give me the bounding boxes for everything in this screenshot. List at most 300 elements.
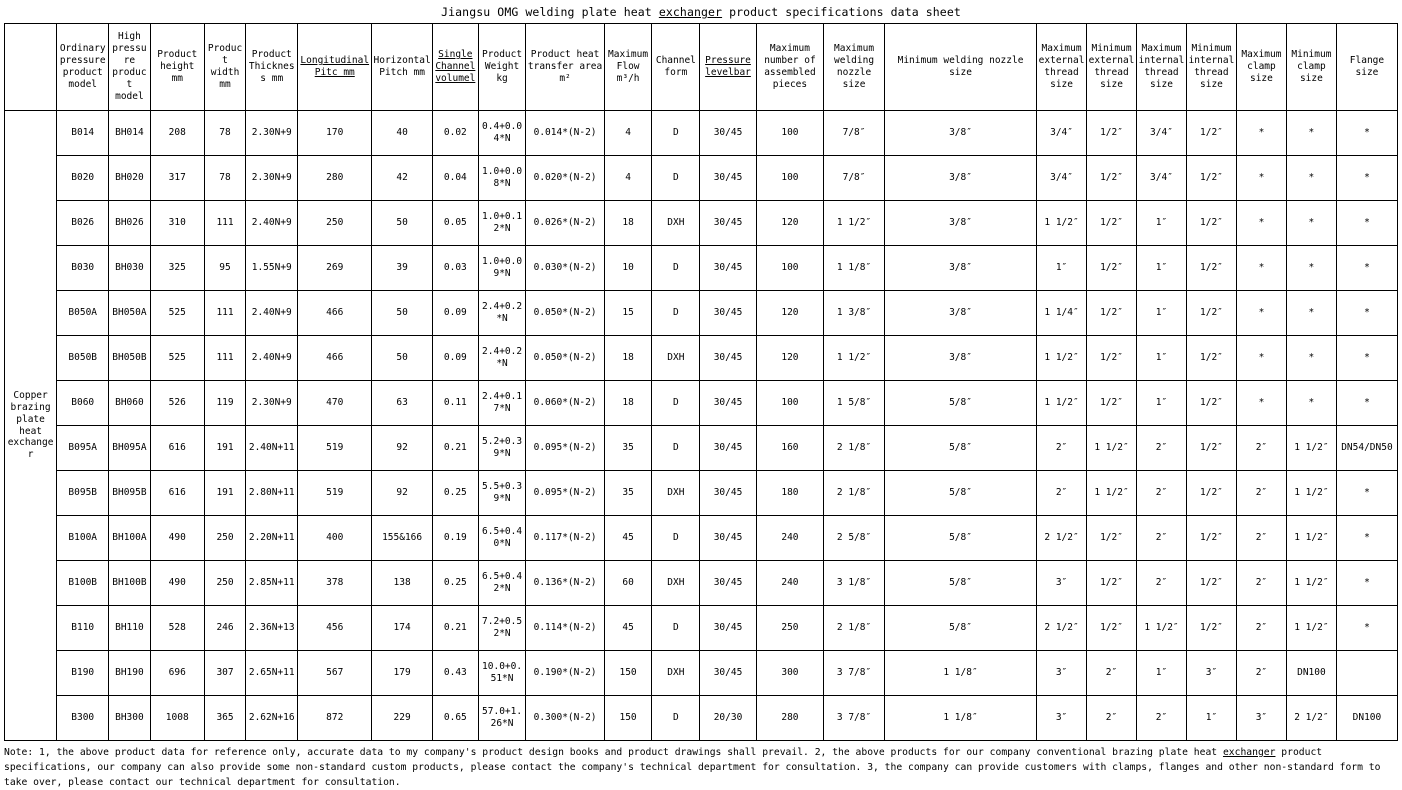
cell	[1336, 651, 1397, 696]
cell: 60	[604, 561, 652, 606]
cell: B100B	[57, 561, 109, 606]
cell: 2″	[1236, 426, 1286, 471]
cell: 1.0+0.08*N	[478, 156, 526, 201]
cell: 1/2″	[1186, 606, 1236, 651]
cell: 30/45	[700, 246, 757, 291]
cell: 2″	[1236, 516, 1286, 561]
cell: 3/8″	[884, 336, 1036, 381]
col-header-10: Maximum Flow m³/h	[604, 24, 652, 111]
cell: 179	[372, 651, 433, 696]
cell: 1 1/2″	[1286, 606, 1336, 651]
cell: 0.09	[433, 291, 479, 336]
header-row	[5, 24, 1398, 111]
cell: BH100B	[109, 561, 150, 606]
cell: 1″	[1137, 651, 1187, 696]
cell: 1008	[150, 696, 204, 741]
cell: 310	[150, 201, 204, 246]
cell: 3 7/8″	[824, 696, 885, 741]
cell: *	[1336, 516, 1397, 561]
cell: 155&166	[372, 516, 433, 561]
cell: 1″	[1186, 696, 1236, 741]
cell: 78	[204, 111, 245, 156]
cell: 10.0+0.51*N	[478, 651, 526, 696]
cell: 2″	[1236, 471, 1286, 516]
cell: 1/2″	[1087, 561, 1137, 606]
cell: B026	[57, 201, 109, 246]
table-body	[5, 111, 1398, 741]
cell: 3 1/8″	[824, 561, 885, 606]
col-header-3: Product width mm	[204, 24, 245, 111]
cell: 39	[372, 246, 433, 291]
table-row	[5, 201, 1398, 246]
cell: 1 1/8″	[884, 651, 1036, 696]
cell: B060	[57, 381, 109, 426]
cell: 3/8″	[884, 291, 1036, 336]
cell: 2″	[1037, 426, 1087, 471]
cell: 120	[756, 291, 823, 336]
cell: 528	[150, 606, 204, 651]
cell: 525	[150, 336, 204, 381]
cell: 1/2″	[1087, 381, 1137, 426]
cell: *	[1286, 291, 1336, 336]
cell: 2.40N+9	[246, 201, 298, 246]
cell: 1/2″	[1087, 246, 1137, 291]
cell: 50	[372, 291, 433, 336]
cell: 567	[298, 651, 372, 696]
cell: D	[652, 516, 700, 561]
cell: BH026	[109, 201, 150, 246]
cell: 3″	[1037, 651, 1087, 696]
col-header-16: Maximum external thread size	[1037, 24, 1087, 111]
col-header-1: High pressure product model	[109, 24, 150, 111]
cell: 111	[204, 201, 245, 246]
cell: B095A	[57, 426, 109, 471]
cell: 250	[298, 201, 372, 246]
cell: 2″	[1236, 606, 1286, 651]
cell: 42	[372, 156, 433, 201]
cell: DN100	[1336, 696, 1397, 741]
cell: 3″	[1186, 651, 1236, 696]
table-row	[5, 516, 1398, 561]
cell: 0.11	[433, 381, 479, 426]
cell: 2.80N+11	[246, 471, 298, 516]
table-row	[5, 561, 1398, 606]
cell: DXH	[652, 471, 700, 516]
cell: 280	[298, 156, 372, 201]
cell: *	[1286, 336, 1336, 381]
cell: 30/45	[700, 426, 757, 471]
table-row	[5, 156, 1398, 201]
cell: 20/30	[700, 696, 757, 741]
cell: 300	[756, 651, 823, 696]
cell: 1 1/2″	[824, 336, 885, 381]
cell: 4	[604, 156, 652, 201]
title-prefix: Jiangsu	[441, 5, 491, 19]
specifications-table	[4, 23, 1398, 741]
cell: 2″	[1236, 651, 1286, 696]
cell: *	[1336, 471, 1397, 516]
cell: 30/45	[700, 516, 757, 561]
cell: BH100A	[109, 516, 150, 561]
cell: *	[1336, 336, 1397, 381]
cell: 0.136*(N-2)	[526, 561, 604, 606]
cell: 0.050*(N-2)	[526, 336, 604, 381]
cell: 490	[150, 561, 204, 606]
cell: 30/45	[700, 381, 757, 426]
cell: 1″	[1137, 336, 1187, 381]
cell: 250	[204, 516, 245, 561]
col-header-2: Product height mm	[150, 24, 204, 111]
cell: 57.0+1.26*N	[478, 696, 526, 741]
cell: 229	[372, 696, 433, 741]
cell: 30/45	[700, 651, 757, 696]
cell: 1 1/2″	[1286, 561, 1336, 606]
cell: 466	[298, 291, 372, 336]
cell: 2.40N+9	[246, 291, 298, 336]
col-header-22: Flange size	[1336, 24, 1397, 111]
cell: 191	[204, 471, 245, 516]
cell: 150	[604, 651, 652, 696]
cell: 0.114*(N-2)	[526, 606, 604, 651]
cell: B110	[57, 606, 109, 651]
cell: D	[652, 381, 700, 426]
cell: 1/2″	[1087, 111, 1137, 156]
cell: *	[1286, 381, 1336, 426]
cell: 208	[150, 111, 204, 156]
cell: DXH	[652, 201, 700, 246]
cell: B095B	[57, 471, 109, 516]
cell: 0.19	[433, 516, 479, 561]
col-header-19: Minimum internal thread size	[1186, 24, 1236, 111]
table-row	[5, 696, 1398, 741]
cell: 3″	[1037, 561, 1087, 606]
col-header-20: Maximum clamp size	[1236, 24, 1286, 111]
cell: 1 5/8″	[824, 381, 885, 426]
cell: 1/2″	[1087, 606, 1137, 651]
cell: 174	[372, 606, 433, 651]
cell: 250	[204, 561, 245, 606]
cell: 1 1/2″	[1137, 606, 1187, 651]
cell: 2.30N+9	[246, 381, 298, 426]
cell: B020	[57, 156, 109, 201]
table-row	[5, 111, 1398, 156]
col-header-5: Longitudinal Pitc mm	[298, 24, 372, 111]
cell: 1 1/2″	[1286, 516, 1336, 561]
cell: 1″	[1137, 201, 1187, 246]
cell: 0.095*(N-2)	[526, 426, 604, 471]
table-header	[5, 24, 1398, 111]
cell: 50	[372, 336, 433, 381]
cell: 111	[204, 336, 245, 381]
cell: 0.300*(N-2)	[526, 696, 604, 741]
cell: 30/45	[700, 561, 757, 606]
col-header-4: Product Thickness mm	[246, 24, 298, 111]
cell: 7/8″	[824, 111, 885, 156]
col-header-7: Single Channel volumel	[433, 24, 479, 111]
cell: 1/2″	[1087, 516, 1137, 561]
cell: 0.014*(N-2)	[526, 111, 604, 156]
cell: 6.5+0.42*N	[478, 561, 526, 606]
cell: 0.05	[433, 201, 479, 246]
cell: 466	[298, 336, 372, 381]
cell: 45	[604, 516, 652, 561]
cell: 18	[604, 201, 652, 246]
cell: 2.62N+16	[246, 696, 298, 741]
cell: 45	[604, 606, 652, 651]
cell: BH095A	[109, 426, 150, 471]
cell: 5.5+0.39*N	[478, 471, 526, 516]
cell: 2.40N+11	[246, 426, 298, 471]
cell: 1″	[1137, 381, 1187, 426]
cell: 0.25	[433, 561, 479, 606]
cell: BH014	[109, 111, 150, 156]
cell: 7/8″	[824, 156, 885, 201]
footnote-part1: Note: 1, the above product data for reference only, accurate data to my company's product design books and product drawings shall prevail. 2, the above products for our company conventional brazing plate heat	[4, 747, 1223, 758]
cell: 872	[298, 696, 372, 741]
cell: 0.25	[433, 471, 479, 516]
cell: 1/2″	[1186, 426, 1236, 471]
cell: 1 1/2″	[1087, 471, 1137, 516]
cell: 1″	[1037, 246, 1087, 291]
cell: 30/45	[700, 291, 757, 336]
cell: 519	[298, 471, 372, 516]
cell: 1 1/2″	[824, 201, 885, 246]
cell: BH050A	[109, 291, 150, 336]
cell: DXH	[652, 336, 700, 381]
cell: 78	[204, 156, 245, 201]
page-title	[0, 0, 1402, 23]
cell: 2.85N+11	[246, 561, 298, 606]
col-header-6: Horizontal Pitch mm	[372, 24, 433, 111]
cell: 0.03	[433, 246, 479, 291]
cell: 3/8″	[884, 156, 1036, 201]
cell: 240	[756, 561, 823, 606]
cell: 3 7/8″	[824, 651, 885, 696]
footnote-underlined-word: exchanger	[1222, 747, 1276, 758]
cell: 616	[150, 426, 204, 471]
cell: 2 5/8″	[824, 516, 885, 561]
cell: 3/4″	[1137, 111, 1187, 156]
title-underlined-word: exchanger	[658, 5, 723, 19]
cell: 1/2″	[1186, 291, 1236, 336]
cell: *	[1336, 291, 1397, 336]
cell: *	[1336, 111, 1397, 156]
cell: 30/45	[700, 336, 757, 381]
cell: 180	[756, 471, 823, 516]
col-header-13: Maximum number of assembled pieces	[756, 24, 823, 111]
cell: BH190	[109, 651, 150, 696]
cell: B190	[57, 651, 109, 696]
cell: 1/2″	[1087, 291, 1137, 336]
cell: 456	[298, 606, 372, 651]
cell: *	[1336, 606, 1397, 651]
cell: 15	[604, 291, 652, 336]
cell: 1/2″	[1186, 246, 1236, 291]
cell: D	[652, 291, 700, 336]
cell: 18	[604, 381, 652, 426]
cell: 120	[756, 201, 823, 246]
cell: 0.020*(N-2)	[526, 156, 604, 201]
cell: B300	[57, 696, 109, 741]
cell: B014	[57, 111, 109, 156]
cell: 0.095*(N-2)	[526, 471, 604, 516]
cell: 1/2″	[1087, 156, 1137, 201]
cell: 365	[204, 696, 245, 741]
cell: 2.4+0.2*N	[478, 291, 526, 336]
cell: 35	[604, 426, 652, 471]
cell: 30/45	[700, 471, 757, 516]
col-header-8: Product Weight kg	[478, 24, 526, 111]
cell: 246	[204, 606, 245, 651]
cell: 5/8″	[884, 426, 1036, 471]
col-header-17: Minimum external thread size	[1087, 24, 1137, 111]
cell: 1 1/2″	[1286, 426, 1336, 471]
cell: 2.65N+11	[246, 651, 298, 696]
cell: 1 1/2″	[1037, 381, 1087, 426]
cell: 0.21	[433, 606, 479, 651]
cell: 1 1/8″	[824, 246, 885, 291]
cell: 519	[298, 426, 372, 471]
cell: 240	[756, 516, 823, 561]
cell: 5/8″	[884, 606, 1036, 651]
cell: 1 3/8″	[824, 291, 885, 336]
table-row	[5, 471, 1398, 516]
cell: 191	[204, 426, 245, 471]
cell: 100	[756, 381, 823, 426]
cell: 1/2″	[1186, 381, 1236, 426]
cell: *	[1236, 381, 1286, 426]
cell: 63	[372, 381, 433, 426]
cell: 2″	[1137, 426, 1187, 471]
col-header-11: Channel form	[652, 24, 700, 111]
cell: 119	[204, 381, 245, 426]
cell: BH060	[109, 381, 150, 426]
cell: 1 1/8″	[884, 696, 1036, 741]
title-middle: OMG welding plate heat	[490, 5, 659, 19]
cell: 2.36N+13	[246, 606, 298, 651]
cell: 2.20N+11	[246, 516, 298, 561]
cell: D	[652, 606, 700, 651]
cell: 7.2+0.52*N	[478, 606, 526, 651]
cell: 35	[604, 471, 652, 516]
cell: *	[1336, 381, 1397, 426]
cell: 3/8″	[884, 111, 1036, 156]
cell: 525	[150, 291, 204, 336]
cell: 2 1/8″	[824, 426, 885, 471]
cell: 120	[756, 336, 823, 381]
cell: 400	[298, 516, 372, 561]
cell: 0.43	[433, 651, 479, 696]
cell: 3″	[1037, 696, 1087, 741]
cell: D	[652, 426, 700, 471]
cell: BH020	[109, 156, 150, 201]
table-row	[5, 246, 1398, 291]
cell: 2.4+0.17*N	[478, 381, 526, 426]
cell: 526	[150, 381, 204, 426]
cell: *	[1236, 246, 1286, 291]
col-header-15: Minimum welding nozzle size	[884, 24, 1036, 111]
cell: BH300	[109, 696, 150, 741]
cell: B100A	[57, 516, 109, 561]
cell: *	[1286, 246, 1336, 291]
cell: 0.04	[433, 156, 479, 201]
table-row	[5, 426, 1398, 471]
cell: 317	[150, 156, 204, 201]
cell: B050A	[57, 291, 109, 336]
cell: BH110	[109, 606, 150, 651]
footnote-part2: product specifications, our company can also provide some non-standard custom products, please contact the company's technical department for consultation. 3, the company can provide customers with clamps, flanges and other non-standard form to take over, please contact our technical department for consultation.	[4, 747, 1381, 789]
cell: 2 1/8″	[824, 606, 885, 651]
cell: DXH	[652, 561, 700, 606]
cell: 0.21	[433, 426, 479, 471]
cell: 2″	[1137, 516, 1187, 561]
cell: 2″	[1137, 561, 1187, 606]
cell: *	[1286, 201, 1336, 246]
cell: *	[1336, 561, 1397, 606]
col-header-0: Ordinary pressure product model	[57, 24, 109, 111]
table-row	[5, 336, 1398, 381]
cell: 5/8″	[884, 381, 1036, 426]
cell: *	[1236, 201, 1286, 246]
cell: *	[1236, 336, 1286, 381]
cell: 490	[150, 516, 204, 561]
cell: B030	[57, 246, 109, 291]
cell: 378	[298, 561, 372, 606]
cell: 5.2+0.39*N	[478, 426, 526, 471]
cell: 3″	[1236, 696, 1286, 741]
cell: 1″	[1137, 291, 1187, 336]
cell: 18	[604, 336, 652, 381]
cell: 1 1/4″	[1037, 291, 1087, 336]
cell: 1/2″	[1186, 111, 1236, 156]
cell: 0.02	[433, 111, 479, 156]
cell: 1.0+0.12*N	[478, 201, 526, 246]
cell: 138	[372, 561, 433, 606]
cell: 5/8″	[884, 516, 1036, 561]
footnote	[0, 741, 1402, 790]
cell: D	[652, 246, 700, 291]
cell: 111	[204, 291, 245, 336]
cell: B050B	[57, 336, 109, 381]
cell: 0.09	[433, 336, 479, 381]
cell: 3/8″	[884, 201, 1036, 246]
cell: *	[1336, 246, 1397, 291]
cell: 1.55N+9	[246, 246, 298, 291]
cell: 325	[150, 246, 204, 291]
cell: 50	[372, 201, 433, 246]
table-row	[5, 651, 1398, 696]
cell: 1/2″	[1186, 201, 1236, 246]
cell: 6.5+0.40*N	[478, 516, 526, 561]
col-header-9: Product heat transfer area m²	[526, 24, 604, 111]
corner-cell	[5, 24, 57, 111]
cell: 2.4+0.2*N	[478, 336, 526, 381]
cell: 170	[298, 111, 372, 156]
cell: *	[1236, 111, 1286, 156]
cell: 0.4+0.04*N	[478, 111, 526, 156]
cell: 5/8″	[884, 561, 1036, 606]
cell: 1″	[1137, 246, 1187, 291]
cell: 2″	[1037, 471, 1087, 516]
cell: 269	[298, 246, 372, 291]
cell: BH030	[109, 246, 150, 291]
cell: 2.30N+9	[246, 111, 298, 156]
cell: 1 1/2″	[1286, 471, 1336, 516]
cell: 150	[604, 696, 652, 741]
cell: 1/2″	[1186, 156, 1236, 201]
col-header-21: Minimum clamp size	[1286, 24, 1336, 111]
cell: 0.060*(N-2)	[526, 381, 604, 426]
